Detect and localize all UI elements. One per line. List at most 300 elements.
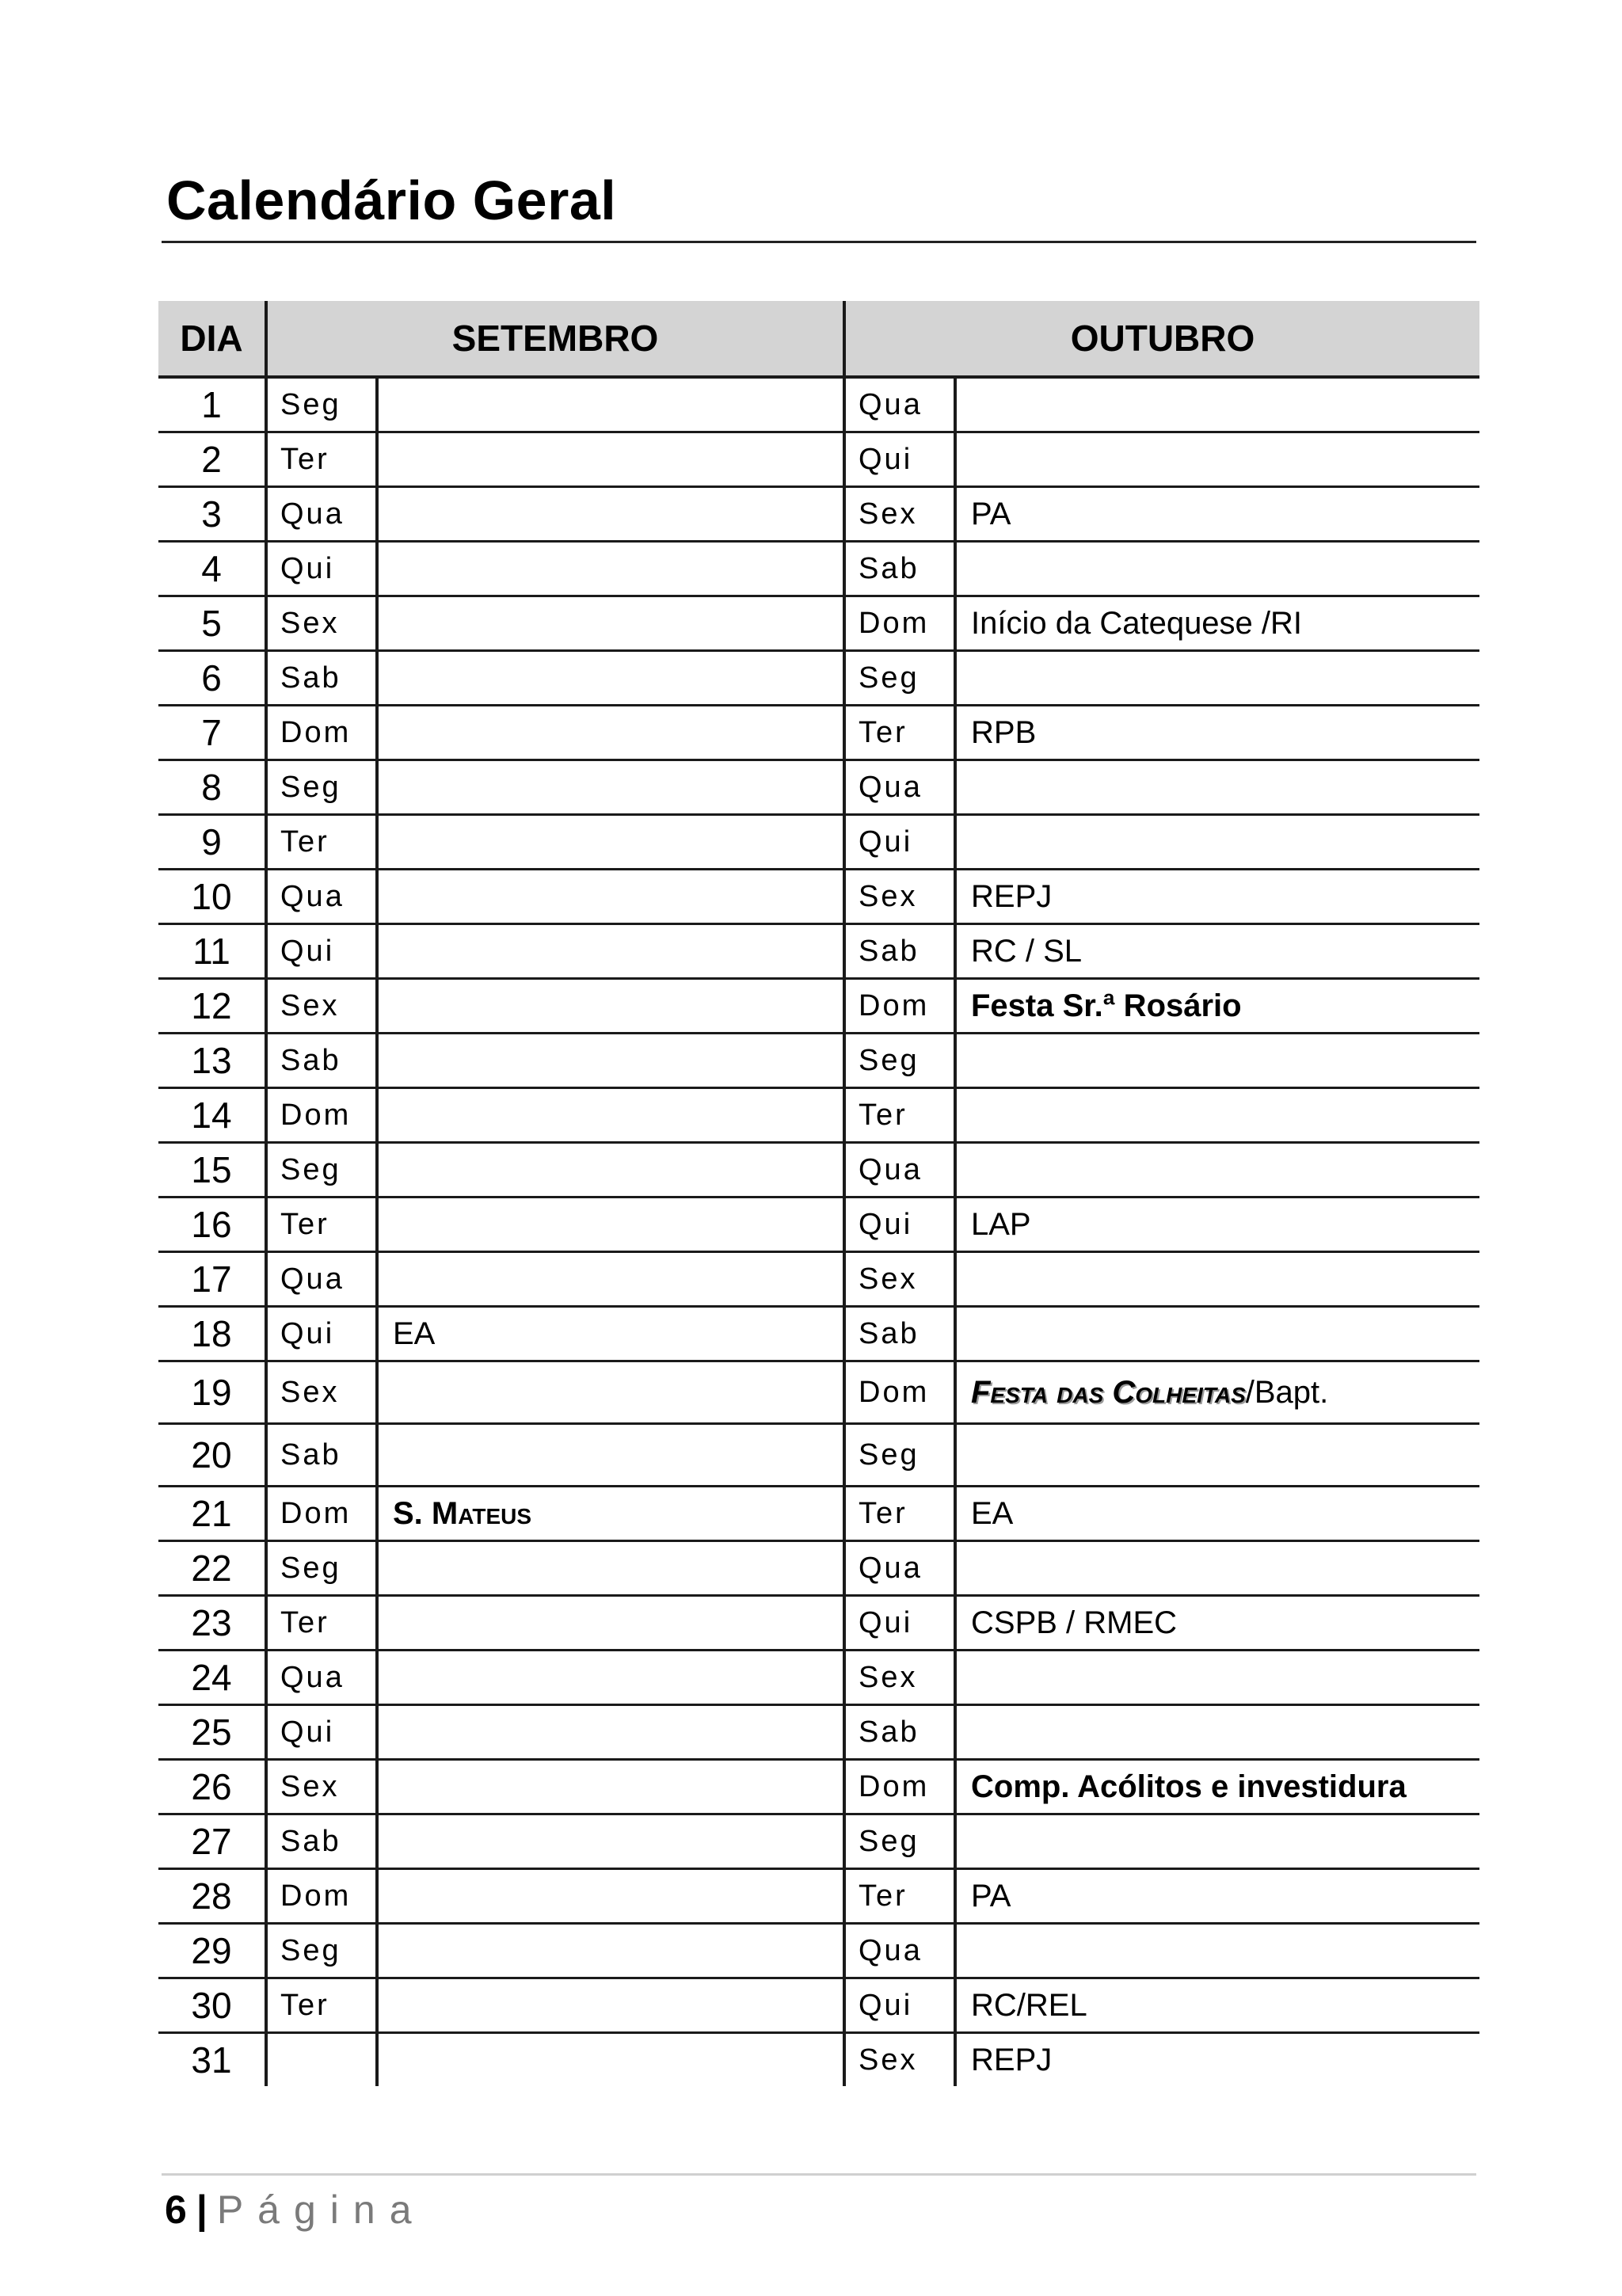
- september-weekday-text: Ter: [280, 442, 329, 476]
- september-weekday: [266, 1978, 377, 2033]
- october-weekday-text: Dom: [859, 1769, 930, 1803]
- day-number: [158, 2033, 266, 2087]
- september-weekday: [266, 1651, 377, 1705]
- september-weekday: [266, 815, 377, 870]
- september-weekday: [266, 1814, 377, 1869]
- october-weekday: [844, 1361, 955, 1424]
- october-weekday: [844, 1034, 955, 1088]
- day-number-text: 25: [191, 1712, 232, 1753]
- october-event: [955, 487, 1479, 542]
- october-event: [955, 1760, 1479, 1814]
- september-weekday: [266, 651, 377, 706]
- october-event: [955, 1541, 1479, 1596]
- october-event-text: LAP: [971, 1206, 1031, 1242]
- october-event: [955, 1034, 1479, 1088]
- day-number-text: 29: [191, 1930, 232, 1971]
- day-number-text: 8: [201, 767, 222, 808]
- october-weekday: [844, 706, 955, 760]
- october-event: [955, 1252, 1479, 1307]
- october-weekday-text: Qui: [859, 824, 913, 859]
- table-row: [158, 1869, 1479, 1924]
- day-number-text: 17: [191, 1258, 232, 1300]
- october-weekday: [844, 651, 955, 706]
- day-number-text: 11: [192, 931, 230, 972]
- day-number: [158, 815, 266, 870]
- day-number-text: 21: [191, 1493, 232, 1534]
- october-weekday-text: Sab: [859, 934, 920, 968]
- september-event: [377, 1651, 844, 1705]
- october-weekday-text: Qua: [859, 1152, 923, 1186]
- september-weekday: [266, 432, 377, 487]
- september-event-text: EA: [393, 1316, 436, 1351]
- october-weekday: [844, 377, 955, 432]
- october-event: [955, 651, 1479, 706]
- october-weekday-text: Qua: [859, 770, 923, 804]
- day-number-text: 26: [191, 1766, 232, 1807]
- day-number-text: 5: [201, 603, 222, 644]
- table-row: [158, 706, 1479, 760]
- september-event: [377, 487, 844, 542]
- day-number-text: 22: [191, 1548, 232, 1589]
- october-weekday-text: Qua: [859, 387, 923, 421]
- table-row: [158, 1541, 1479, 1596]
- day-number: [158, 1869, 266, 1924]
- day-number: [158, 1924, 266, 1978]
- september-event: [377, 1088, 844, 1143]
- september-weekday: [266, 1307, 377, 1361]
- october-weekday-text: Sab: [859, 1715, 920, 1749]
- september-weekday-text: Sex: [280, 1375, 340, 1409]
- day-number-text: 24: [191, 1657, 232, 1698]
- table-row: [158, 979, 1479, 1034]
- table-row: [158, 1487, 1479, 1541]
- september-weekday-text: Qui: [280, 934, 335, 968]
- october-event: [955, 1924, 1479, 1978]
- september-event: [377, 1924, 844, 1978]
- september-weekday: [266, 1760, 377, 1814]
- september-event: [377, 2033, 844, 2087]
- table-row: [158, 2033, 1479, 2087]
- september-event: [377, 1814, 844, 1869]
- september-weekday-text: Dom: [280, 1496, 352, 1530]
- september-event: [377, 596, 844, 651]
- october-event-text: CSPB / RMEC: [971, 1605, 1178, 1640]
- october-event: [955, 1978, 1479, 2033]
- day-number: [158, 651, 266, 706]
- october-weekday-text: Seg: [859, 1437, 920, 1472]
- september-weekday-text: Qui: [280, 1316, 335, 1350]
- october-weekday: [844, 1487, 955, 1541]
- october-event: [955, 1869, 1479, 1924]
- table-row: [158, 870, 1479, 924]
- october-weekday-text: Qui: [859, 1988, 913, 2022]
- october-weekday: [844, 760, 955, 815]
- day-number: [158, 924, 266, 979]
- october-event: [955, 1143, 1479, 1197]
- day-number: [158, 1651, 266, 1705]
- september-event: [377, 706, 844, 760]
- table-row: [158, 1307, 1479, 1361]
- october-weekday-text: Seg: [859, 661, 920, 695]
- october-event-text: Festa das Colheitas: [971, 1374, 1246, 1410]
- october-event: [955, 706, 1479, 760]
- september-weekday-text: Qua: [280, 1660, 345, 1694]
- day-number: [158, 542, 266, 596]
- day-number-text: 15: [191, 1149, 232, 1190]
- day-number: [158, 1088, 266, 1143]
- september-event: [377, 1487, 844, 1541]
- table-row: [158, 1197, 1479, 1252]
- header-row: [158, 301, 1479, 377]
- page-title: Calendário Geral: [166, 169, 617, 231]
- october-event: [955, 542, 1479, 596]
- table-row: [158, 1760, 1479, 1814]
- september-weekday-text: Seg: [280, 770, 341, 804]
- september-weekday: [266, 1541, 377, 1596]
- september-event: [377, 1705, 844, 1760]
- september-event: [377, 1596, 844, 1651]
- page-number: 6: [165, 2187, 187, 2232]
- september-weekday-text: Qua: [280, 1262, 345, 1296]
- october-event: [955, 1705, 1479, 1760]
- september-weekday-text: Sab: [280, 1437, 341, 1472]
- day-number: [158, 870, 266, 924]
- footer-separator: |: [196, 2187, 208, 2232]
- day-number: [158, 1596, 266, 1651]
- day-number: [158, 432, 266, 487]
- october-weekday: [844, 1924, 955, 1978]
- september-event: [377, 815, 844, 870]
- table-row: [158, 487, 1479, 542]
- september-event: [377, 432, 844, 487]
- september-weekday-text: Dom: [280, 1879, 352, 1913]
- october-event-text: PA: [971, 496, 1011, 531]
- september-event: [377, 1424, 844, 1487]
- september-weekday: [266, 377, 377, 432]
- september-weekday-text: Sab: [280, 1824, 341, 1858]
- header-september: SETEMBRO: [266, 301, 844, 377]
- day-number-text: 28: [191, 1875, 232, 1917]
- october-event: [955, 1651, 1479, 1705]
- october-event: [955, 596, 1479, 651]
- september-weekday: [266, 1705, 377, 1760]
- october-event: [955, 1487, 1479, 1541]
- table-row: [158, 651, 1479, 706]
- day-number: [158, 1705, 266, 1760]
- september-weekday-text: Ter: [280, 824, 329, 859]
- september-weekday: [266, 1088, 377, 1143]
- october-event-text: Comp. Acólitos e investidura: [971, 1769, 1407, 1804]
- october-weekday-text: Sab: [859, 551, 920, 585]
- day-number-text: 14: [191, 1095, 232, 1136]
- september-event: [377, 1541, 844, 1596]
- october-weekday-text: Seg: [859, 1824, 920, 1858]
- day-number: [158, 1978, 266, 2033]
- table-row: [158, 1705, 1479, 1760]
- day-number-text: 6: [201, 657, 222, 699]
- title-divider: [162, 241, 1476, 243]
- october-weekday: [844, 1088, 955, 1143]
- october-weekday: [844, 1760, 955, 1814]
- september-weekday-text: Dom: [280, 715, 352, 749]
- october-event-text: REPJ: [971, 2042, 1053, 2077]
- table-row: [158, 542, 1479, 596]
- october-event-text: EA: [971, 1495, 1014, 1531]
- september-weekday: [266, 1924, 377, 1978]
- october-weekday: [844, 870, 955, 924]
- day-number: [158, 596, 266, 651]
- september-weekday: [266, 1596, 377, 1651]
- table-row: [158, 596, 1479, 651]
- september-weekday-text: Sex: [280, 606, 340, 640]
- day-number: [158, 1814, 266, 1869]
- october-event: [955, 1361, 1479, 1424]
- day-number-text: 4: [201, 548, 222, 589]
- september-weekday-text: Seg: [280, 1933, 341, 1967]
- october-weekday-text: Ter: [859, 1496, 908, 1530]
- october-event: [955, 1197, 1479, 1252]
- september-weekday: [266, 1487, 377, 1541]
- september-event: [377, 1197, 844, 1252]
- october-weekday-text: Sex: [859, 2043, 918, 2077]
- september-weekday-text: Sex: [280, 1769, 340, 1803]
- september-weekday-text: Qua: [280, 879, 345, 913]
- table-row: [158, 1034, 1479, 1088]
- october-weekday-text: Qua: [859, 1551, 923, 1585]
- september-event: [377, 979, 844, 1034]
- october-weekday-text: Ter: [859, 1098, 908, 1132]
- october-weekday: [844, 1814, 955, 1869]
- september-weekday-text: Qua: [280, 497, 345, 531]
- table-row: [158, 1651, 1479, 1705]
- day-number: [158, 1252, 266, 1307]
- september-weekday: [266, 542, 377, 596]
- september-weekday-text: Qui: [280, 551, 335, 585]
- october-weekday: [844, 924, 955, 979]
- october-weekday: [844, 1651, 955, 1705]
- september-event: [377, 1034, 844, 1088]
- footer-divider: [162, 2173, 1476, 2176]
- october-event: [955, 377, 1479, 432]
- october-weekday: [844, 1978, 955, 2033]
- october-event-text: Início da Catequese /RI: [971, 605, 1303, 641]
- october-weekday: [844, 815, 955, 870]
- october-weekday: [844, 1541, 955, 1596]
- september-weekday-text: Ter: [280, 1988, 329, 2022]
- table-row: [158, 760, 1479, 815]
- day-number-text: 18: [191, 1313, 232, 1354]
- september-event-text: S. Mateus: [393, 1495, 532, 1531]
- september-weekday: [266, 1197, 377, 1252]
- table-row: [158, 1924, 1479, 1978]
- september-weekday: [266, 1869, 377, 1924]
- october-event: [955, 432, 1479, 487]
- september-weekday: [266, 1034, 377, 1088]
- day-number: [158, 1541, 266, 1596]
- october-weekday-text: Qui: [859, 1605, 913, 1639]
- table-row: [158, 1978, 1479, 2033]
- table-row: [158, 1143, 1479, 1197]
- day-number-text: 2: [201, 439, 222, 480]
- day-number: [158, 1307, 266, 1361]
- day-number: [158, 1034, 266, 1088]
- day-number-text: 1: [201, 384, 222, 425]
- september-weekday-text: Dom: [280, 1098, 352, 1132]
- october-event: [955, 1088, 1479, 1143]
- september-weekday-text: Sab: [280, 1043, 341, 1077]
- october-weekday: [844, 1143, 955, 1197]
- table-row: [158, 924, 1479, 979]
- day-number-text: 9: [201, 821, 222, 862]
- header-october: OUTUBRO: [844, 301, 1479, 377]
- october-weekday: [844, 542, 955, 596]
- october-event: [955, 815, 1479, 870]
- day-number: [158, 760, 266, 815]
- calendar-table: [158, 301, 1479, 2086]
- october-event-text: Festa Sr.ª Rosário: [971, 988, 1242, 1023]
- september-weekday: [266, 1424, 377, 1487]
- day-number-text: 7: [201, 712, 222, 753]
- table-row: [158, 1814, 1479, 1869]
- october-weekday-text: Qui: [859, 1207, 913, 1241]
- october-weekday-text: Qua: [859, 1933, 923, 1967]
- october-weekday-text: Dom: [859, 606, 930, 640]
- september-weekday-text: Sex: [280, 988, 340, 1022]
- october-event: [955, 2033, 1479, 2087]
- september-event: [377, 377, 844, 432]
- october-event-text: PA: [971, 1878, 1011, 1913]
- october-weekday-text: Seg: [859, 1043, 920, 1077]
- september-weekday: [266, 1143, 377, 1197]
- day-number-text: 3: [201, 493, 222, 535]
- september-event: [377, 542, 844, 596]
- october-weekday: [844, 487, 955, 542]
- september-weekday-text: Seg: [280, 387, 341, 421]
- september-event: [377, 1760, 844, 1814]
- table-row: [158, 377, 1479, 432]
- october-weekday: [844, 432, 955, 487]
- october-weekday-text: Ter: [859, 1879, 908, 1913]
- september-weekday-text: Ter: [280, 1605, 329, 1639]
- day-number: [158, 487, 266, 542]
- day-number-text: 12: [191, 985, 232, 1026]
- september-weekday: [266, 487, 377, 542]
- october-weekday: [844, 1424, 955, 1487]
- september-event: [377, 870, 844, 924]
- october-weekday: [844, 1705, 955, 1760]
- september-event: [377, 924, 844, 979]
- october-event: [955, 760, 1479, 815]
- october-event: [955, 870, 1479, 924]
- september-weekday: [266, 870, 377, 924]
- september-weekday: [266, 596, 377, 651]
- october-event: [955, 979, 1479, 1034]
- day-number-text: 10: [191, 876, 232, 917]
- october-weekday: [844, 979, 955, 1034]
- october-weekday: [844, 2033, 955, 2087]
- october-event-text: RC / SL: [971, 933, 1083, 969]
- day-number-text: 30: [191, 1985, 232, 2026]
- october-weekday-text: Ter: [859, 715, 908, 749]
- table-row: [158, 432, 1479, 487]
- october-event-text: RC/REL: [971, 1987, 1087, 2023]
- october-event: [955, 1424, 1479, 1487]
- day-number-text: 31: [191, 2039, 232, 2081]
- october-event: [955, 1307, 1479, 1361]
- table-row: [158, 1596, 1479, 1651]
- day-number-text: 13: [191, 1040, 232, 1081]
- september-event: [377, 760, 844, 815]
- september-weekday-text: Seg: [280, 1152, 341, 1186]
- day-number-text: 20: [191, 1434, 232, 1475]
- october-weekday-text: Sex: [859, 1262, 918, 1296]
- october-weekday: [844, 1307, 955, 1361]
- page-footer: [165, 2186, 426, 2233]
- october-weekday-text: Dom: [859, 1375, 930, 1409]
- september-weekday-text: Seg: [280, 1551, 341, 1585]
- october-weekday: [844, 1197, 955, 1252]
- september-event: [377, 651, 844, 706]
- september-weekday: [266, 1361, 377, 1424]
- october-event-text: REPJ: [971, 878, 1053, 914]
- october-event: [955, 1814, 1479, 1869]
- day-number: [158, 1760, 266, 1814]
- table-row: [158, 1252, 1479, 1307]
- september-weekday: [266, 2033, 377, 2087]
- day-number: [158, 1487, 266, 1541]
- october-weekday-text: Sex: [859, 497, 918, 531]
- september-event: [377, 1252, 844, 1307]
- day-number-text: 23: [191, 1602, 232, 1643]
- october-event-text: RPB: [971, 714, 1037, 750]
- october-weekday-text: Sab: [859, 1316, 920, 1350]
- day-number: [158, 1197, 266, 1252]
- day-number-text: 16: [191, 1204, 232, 1245]
- october-weekday-text: Qui: [859, 442, 913, 476]
- day-number-text: 19: [191, 1372, 232, 1413]
- october-weekday: [844, 1252, 955, 1307]
- table-row: [158, 1088, 1479, 1143]
- header-day: DIA: [158, 301, 266, 377]
- table-row: [158, 1424, 1479, 1487]
- september-weekday-text: Ter: [280, 1207, 329, 1241]
- day-number: [158, 706, 266, 760]
- september-weekday: [266, 1252, 377, 1307]
- september-weekday-text: Qui: [280, 1715, 335, 1749]
- october-weekday: [844, 596, 955, 651]
- october-event: [955, 924, 1479, 979]
- october-weekday: [844, 1596, 955, 1651]
- day-number-text: 27: [191, 1821, 232, 1862]
- calendar-body: [158, 377, 1479, 2086]
- october-event-extra: /Bapt.: [1245, 1374, 1329, 1410]
- table-row: [158, 1361, 1479, 1424]
- september-event: [377, 1978, 844, 2033]
- september-event: [377, 1143, 844, 1197]
- september-weekday: [266, 979, 377, 1034]
- page-label: Página: [216, 2187, 426, 2232]
- october-weekday-text: Dom: [859, 988, 930, 1022]
- day-number: [158, 1143, 266, 1197]
- october-event: [955, 1596, 1479, 1651]
- table-row: [158, 815, 1479, 870]
- september-event: [377, 1869, 844, 1924]
- september-weekday: [266, 760, 377, 815]
- october-weekday-text: Sex: [859, 1660, 918, 1694]
- day-number: [158, 979, 266, 1034]
- day-number: [158, 1361, 266, 1424]
- september-weekday: [266, 706, 377, 760]
